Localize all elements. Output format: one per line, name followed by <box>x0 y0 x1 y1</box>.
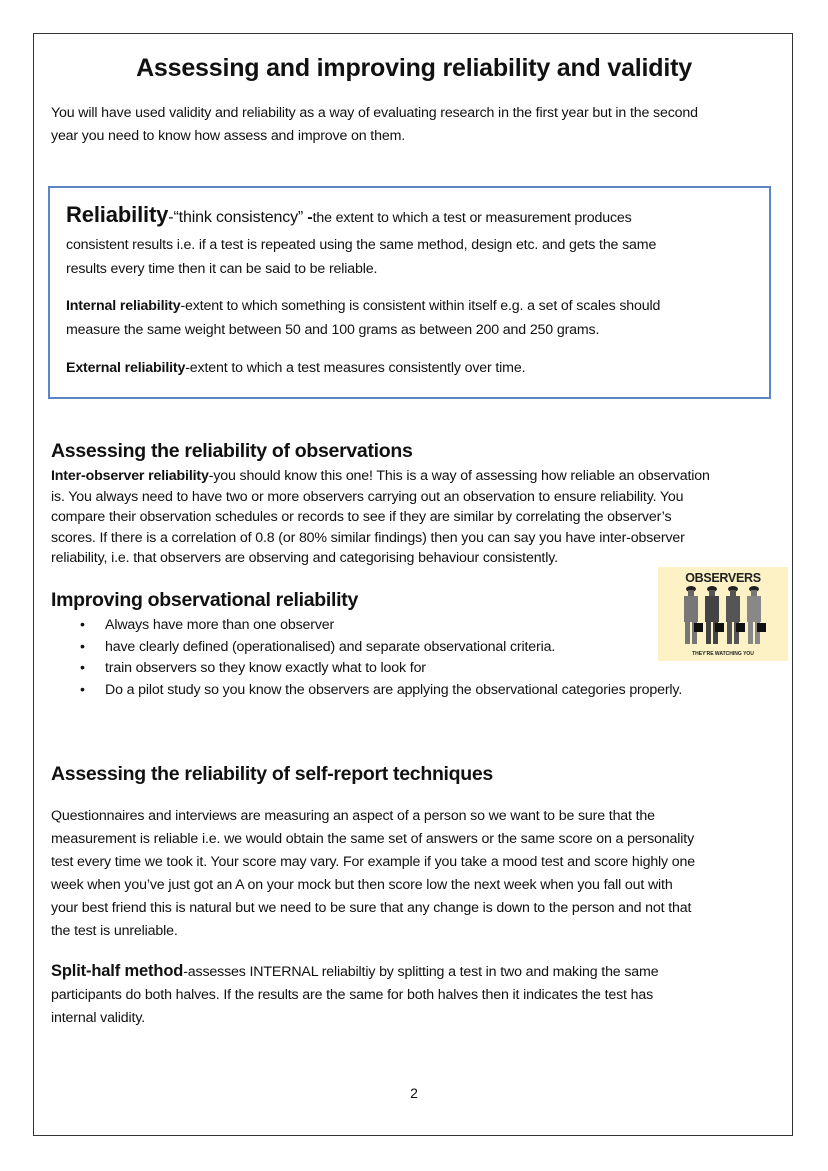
inter-observer-paragraph: Inter-observer reliability-you should know this one! This is a way of assessing how reliable an observation is. You always need to have two or more observers carrying out an observation to ensure reliability. You compare their observation schedules or records to see if they are similar by correlating the observer’s scores. If there is a correlation of 0.8 (or 80% similar findings) then you can say you have inter-observer reliability, i.e. that observers are observing and categorising behaviour consistently. <box>51 468 710 566</box>
document-page <box>33 33 793 1136</box>
external-reliability-term: External reliability <box>66 360 186 376</box>
external-reliability-definition: External reliability-extent to which a test measures consistently over time. <box>66 360 526 376</box>
list-item: • train observers so they know exactly what to look for <box>51 658 781 680</box>
inter-observer-term: Inter-observer reliability <box>51 468 209 484</box>
poster-title: OBSERVERS <box>685 571 761 585</box>
self-report-paragraph: Questionnaires and interviews are measuring an aspect of a person so we want to be sure that the measurement is reliable i.e. we would obtain the same set of answers or the same score on a personality test every time we took it. Your score may vary. For example if you take a mood test and score highly one week when you’ve just got an A on your mock but then score low the next week when you fall out with your best friend this is natural but we need to be sure that any change is down to the person and not that the test is unreliable. <box>51 808 696 939</box>
intro-line: year you need to know how assess and improve on them. <box>51 128 406 144</box>
reliability-definition-box <box>48 186 771 399</box>
section-heading-self-report: Assessing the reliability of self-report techniques <box>51 763 493 785</box>
bullet-icon: • <box>80 681 85 698</box>
reliability-definition: Reliability-“think consistency” -the extent to which a test or measurement produces consistent results i.e. if a test is repeated using the same method, design etc. and gets the same results every time then it can be said to be reliable. <box>66 202 657 277</box>
page-title: Assessing and improving reliability and validity <box>136 54 692 82</box>
intro-line: You will have used validity and reliability as a way of evaluating research in the first year but in the second <box>51 105 698 121</box>
bullet-icon: • <box>80 638 85 655</box>
observers-figures-icon <box>680 585 766 647</box>
internal-reliability-definition: Internal reliability-extent to which something is consistent within itself e.g. a set of scales should measure the same weight between 50 and 100 grams as between 200 and 250 grams. <box>66 298 661 338</box>
split-half-paragraph: Split-half method-assesses INTERNAL reliabiltiy by splitting a test in two and making the same participants do both halves. If the results are the same for both halves then it indicates the test has internal validity. <box>51 962 659 1026</box>
list-item: • have clearly defined (operationalised) and separate observational criteria. <box>51 637 781 659</box>
page-number: 2 <box>410 1085 418 1101</box>
observers-poster-image <box>658 567 788 661</box>
bullet-icon: • <box>80 660 85 676</box>
intro-paragraph <box>51 102 781 148</box>
list-item: • Always have more than one observer <box>51 615 781 637</box>
reliability-term: Reliability <box>66 202 169 227</box>
section-heading-observations: Assessing the reliability of observations <box>51 440 413 462</box>
bullet-icon: • <box>80 617 85 633</box>
split-half-term: Split-half method <box>51 962 184 980</box>
section-heading-improving: Improving observational reliability <box>51 589 358 611</box>
list-item: • Do a pilot study so you know the observers are applying the observational categories properly. <box>51 680 781 702</box>
internal-reliability-term: Internal reliability <box>66 298 181 314</box>
poster-caption: THEY'RE WATCHING YOU <box>692 651 754 657</box>
reliability-tagline: “think consistency” <box>173 209 304 226</box>
